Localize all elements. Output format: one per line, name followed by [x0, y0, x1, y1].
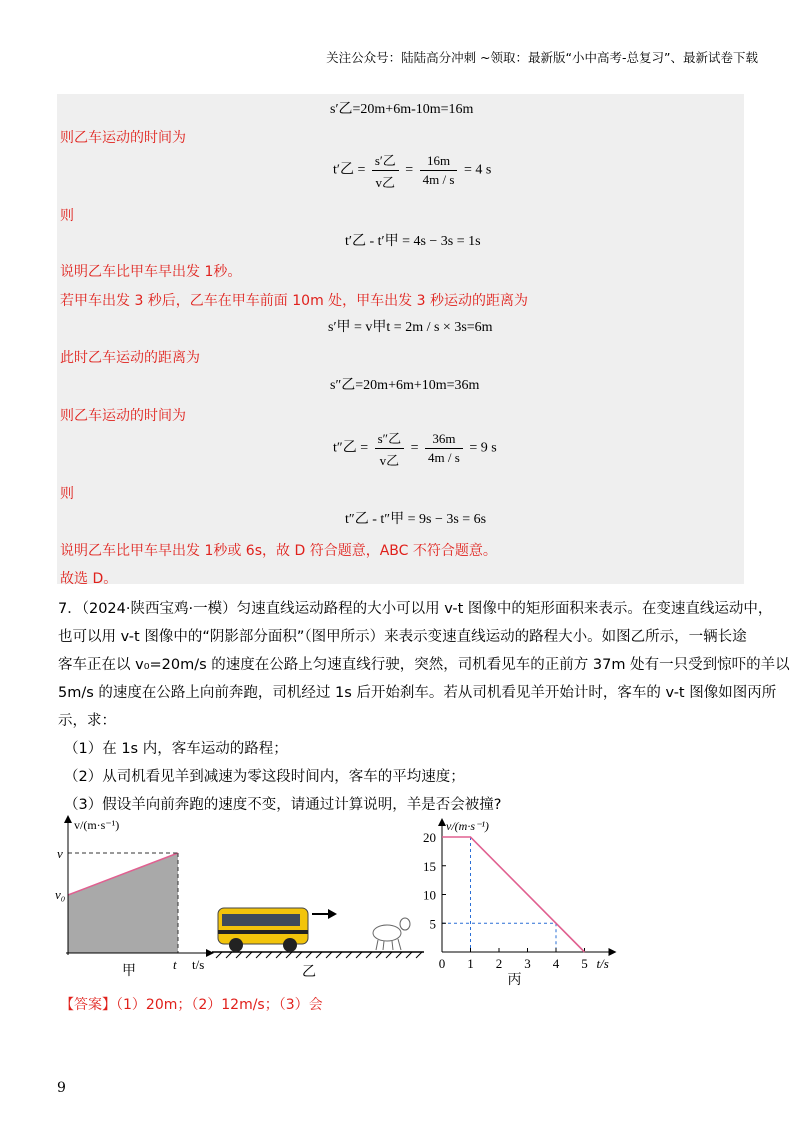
figure-caption: 丙: [507, 973, 522, 988]
solution-line: 说明乙车比甲车早出发 1秒。: [60, 264, 242, 280]
y-axis-arrow: [64, 815, 72, 823]
x-tick-label: 0: [438, 956, 446, 971]
series-line: [442, 837, 585, 952]
sheep-icon: [373, 918, 410, 950]
y-tick-label: 20: [423, 830, 436, 845]
y-tick-label: 5: [429, 916, 436, 932]
question-item: （3）假设羊向前奔跑的速度不变，请通过计算说明，羊是否会被撞?: [64, 797, 502, 813]
figure-yi: [212, 900, 427, 985]
solution-line: 故选 D。: [60, 571, 118, 587]
solution-line: 则: [60, 208, 74, 224]
equation-1: s′乙=20m+6m-10m=16m: [330, 102, 474, 117]
equation-4: s′甲 = v甲t = 2m / s × 3s=6m: [328, 320, 493, 335]
equation-6: t″乙 = $\frac{\text{s″乙}}{\text{v乙}}$ = $\frac{36m}{4m / s}$ = 9 s: [333, 428, 497, 469]
x-tick-label: 2: [495, 956, 503, 971]
question-text: 5m/s 的速度在公路上向前奔跑，司机经过 1s 后开始刹车。若从司机看见羊开始计时，客车的 v-t 图像如图丙所: [58, 685, 777, 701]
v-label: v: [57, 846, 63, 861]
bus-stripe: [218, 930, 308, 934]
x-tick-label: 3: [524, 956, 531, 971]
bus-windows: [222, 914, 300, 926]
figure-caption: 甲: [122, 964, 136, 979]
x-axis-arrow: [609, 948, 617, 956]
equation-5: s″乙=20m+6m+10m=36m: [330, 378, 480, 393]
figure-caption: 乙: [302, 965, 316, 980]
motion-arrow-head: [328, 909, 337, 919]
equation-2: t′乙 = $\frac{\text{s′乙}}{\text{v乙}}$ = $\frac{16m}{4m / s}$ = 4 s: [333, 150, 491, 191]
bus-wheel: [283, 938, 297, 952]
solution-line: 若甲车出发 3 秒后，乙车在甲车前面 10m 处，甲车出发 3 秒运动的距离为: [60, 293, 528, 309]
equation-7: t″乙 - t″甲 = 9s − 3s = 6s: [345, 512, 487, 527]
y-axis-arrow: [438, 818, 446, 826]
x-tick-label: 5: [581, 956, 588, 971]
y-tick-label: 15: [423, 858, 436, 874]
t-label: t: [173, 957, 177, 972]
question-text: 7．（2024·陕西宝鸡·一模）匀速直线运动路程的大小可以用 v-t 图像中的矩形面积来表示。在变速直线运动中，: [58, 601, 773, 617]
y-tick-label: 10: [423, 887, 436, 903]
solution-line: 说明乙车比甲车早出发 1秒或 6s，故 D 符合题意，ABC 不符合题意。: [60, 543, 497, 559]
question-item: （1）在 1s 内，客车运动的路程；: [64, 741, 288, 757]
v0-label: v₀: [55, 887, 66, 902]
question-text: 客车正在以 v₀=20m/s 的速度在公路上匀速直线行驶，突然，司机看见车的正前方 37m 处有一只受到惊吓的羊以: [58, 657, 790, 673]
y-axis-label: v/(m·s⁻¹): [446, 819, 489, 833]
x-tick-label: 4: [552, 956, 560, 971]
x-axis-label: t/s: [596, 956, 609, 971]
y-axis-label: v/(m·s⁻¹): [74, 818, 120, 832]
question-text: 示，求：: [58, 713, 116, 729]
equation-3: t′乙 - t′甲 = 4s − 3s = 1s: [345, 234, 481, 249]
solution-line: 此时乙车运动的距离为: [60, 350, 200, 366]
figure-bing-chart: [418, 812, 618, 990]
answer: 【答案】（1）20m；（2）12m/s；（3）会: [60, 997, 323, 1013]
solution-line: 则乙车运动的时间为: [60, 130, 186, 146]
solution-line: 则乙车运动的时间为: [60, 408, 186, 424]
figure-jia: [52, 815, 224, 985]
shaded-area: [68, 853, 178, 953]
road-hatching: [216, 952, 422, 958]
question-item: （2）从司机看见羊到减速为零这段时间内，客车的平均速度；: [64, 769, 465, 785]
x-tick-label: 1: [467, 956, 474, 971]
bus-wheel: [229, 938, 243, 952]
page-header: 关注公众号：陆陆高分冲刺 ~领取：最新版“小中高考-总复习”、最新试卷下载: [326, 50, 758, 65]
x-axis-label: t/s: [192, 957, 205, 972]
solution-line: 则: [60, 486, 74, 502]
question-text: 也可以用 v-t 图像中的“阴影部分面积”（图甲所示）来表示变速直线运动的路程大小。如图乙所示，一辆长途: [58, 629, 747, 645]
page-number: 9: [57, 1080, 66, 1096]
